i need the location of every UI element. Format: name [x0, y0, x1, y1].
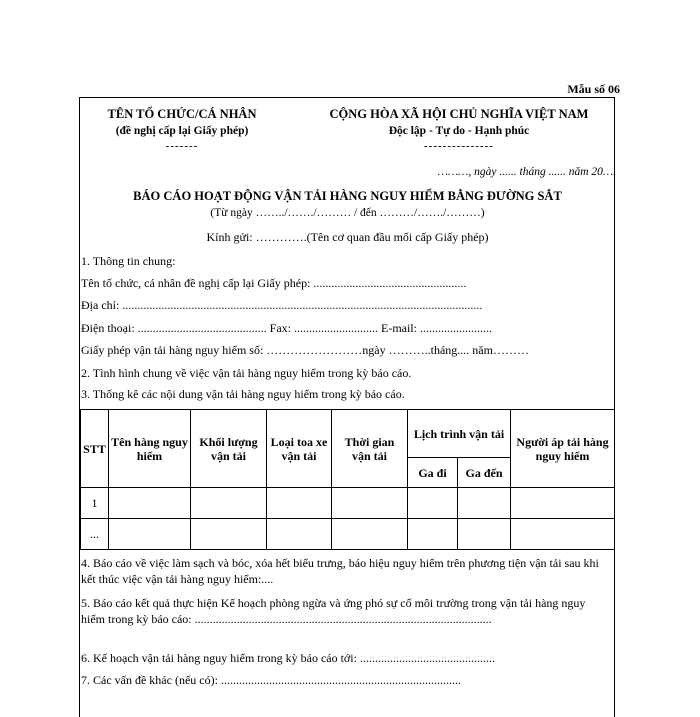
table-cell[interactable]: [332, 519, 408, 550]
section-2-heading: 2. Tình hình chung về việc vận tải hàng nguy hiểm trong kỳ báo cáo.: [81, 366, 412, 380]
table-cell[interactable]: [511, 519, 615, 550]
col-header-depart: Ga đi: [408, 458, 458, 488]
form-number: Mẫu số 06: [567, 82, 620, 96]
col-header-stt: STT: [81, 410, 109, 488]
national-title: CỘNG HÒA XÃ HỘI CHỦ NGHĨA VIỆT NAM: [329, 107, 589, 121]
table-cell[interactable]: [408, 519, 458, 550]
table-cell[interactable]: [458, 519, 511, 550]
row-number: 1: [81, 488, 109, 519]
address-field: Địa chỉ: ........................................................................................................................: [81, 298, 483, 312]
table-cell[interactable]: [267, 488, 332, 519]
table-cell[interactable]: [109, 519, 191, 550]
col-header-volume: Khối lượng vận tải: [191, 410, 267, 488]
national-header: [300, 106, 618, 152]
license-field: Giấy phép vận tải hàng nguy hiểm số: ……………………ngày ………..tháng.... năm………: [81, 343, 529, 357]
section-1-heading: 1. Thông tin chung:: [81, 254, 176, 268]
table-cell[interactable]: [408, 488, 458, 519]
org-name-field: Tên tổ chức, cá nhân đề nghị cấp lại Giấy phép: ...................................................: [81, 276, 467, 290]
contact-field: Điện thoại: ........................................... Fax: ............................ E-mail: ........................: [81, 321, 492, 335]
organization-header: [82, 106, 282, 152]
report-title: BÁO CÁO HOẠT ĐỘNG VẬN TẢI HÀNG NGUY HIỂM BẰNG ĐƯỜNG SẮT: [133, 189, 562, 203]
organization-divider: -------: [165, 140, 199, 152]
col-header-car-type: Loại toa xe vận tải: [267, 410, 332, 488]
section-4-text: 4. Báo cáo về việc làm sạch và bóc, xóa hết biểu trưng, báo hiệu nguy hiểm trên phương tiện vận tải sau khi kết thúc việc vận tải hàng nguy hiểm:....: [81, 556, 599, 586]
section-3-heading: 3. Thống kê các nội dung vận tải hàng nguy hiểm trong kỳ báo cáo.: [81, 387, 405, 401]
section-6-text: 6. Kế hoạch vận tải hàng nguy hiểm trong kỳ báo cáo tới: .............................................: [81, 651, 495, 665]
table-row: [81, 488, 615, 519]
section-5-text: 5. Báo cáo kết quả thực hiện Kế hoạch phòng ngừa và ứng phó sự cố môi trường trong vận tải hàng nguy hiểm trong kỳ báo cáo: ...................................................................................................: [81, 596, 586, 626]
table-cell[interactable]: [267, 519, 332, 550]
date-line: ………, ngày ...... tháng ...... năm 20….: [437, 166, 616, 178]
table-cell[interactable]: [109, 488, 191, 519]
col-header-route: Lịch trình vận tải: [408, 410, 511, 458]
national-motto: Độc lập - Tự do - Hạnh phúc: [388, 125, 530, 137]
table-cell[interactable]: [458, 488, 511, 519]
table-cell[interactable]: [191, 488, 267, 519]
organization-subtitle: (đề nghị cấp lại Giấy phép): [115, 125, 249, 137]
report-period: (Từ ngày ……../……./……… / đến ………/……./………): [210, 207, 485, 219]
col-header-goods: Tên hàng nguy hiểm: [109, 410, 191, 488]
table-row: [81, 519, 615, 550]
national-divider: ---------------: [424, 140, 494, 152]
col-header-escort: Người áp tải hàng nguy hiểm: [511, 410, 615, 488]
section-7-text: 7. Các vấn đề khác (nếu có): ................................................................................: [81, 673, 461, 687]
statistics-table: [80, 409, 615, 550]
organization-title: TÊN TỔ CHỨC/CÁ NHÂN: [107, 107, 257, 121]
table-cell[interactable]: [191, 519, 267, 550]
table-cell[interactable]: [332, 488, 408, 519]
col-header-time: Thời gian vận tải: [332, 410, 408, 488]
table-cell[interactable]: [511, 488, 615, 519]
col-header-arrive: Ga đến: [458, 458, 511, 488]
row-number: ...: [81, 519, 109, 550]
recipient-line: Kính gửi: ………….(Tên cơ quan đầu mối cấp Giấy phép): [206, 230, 489, 244]
